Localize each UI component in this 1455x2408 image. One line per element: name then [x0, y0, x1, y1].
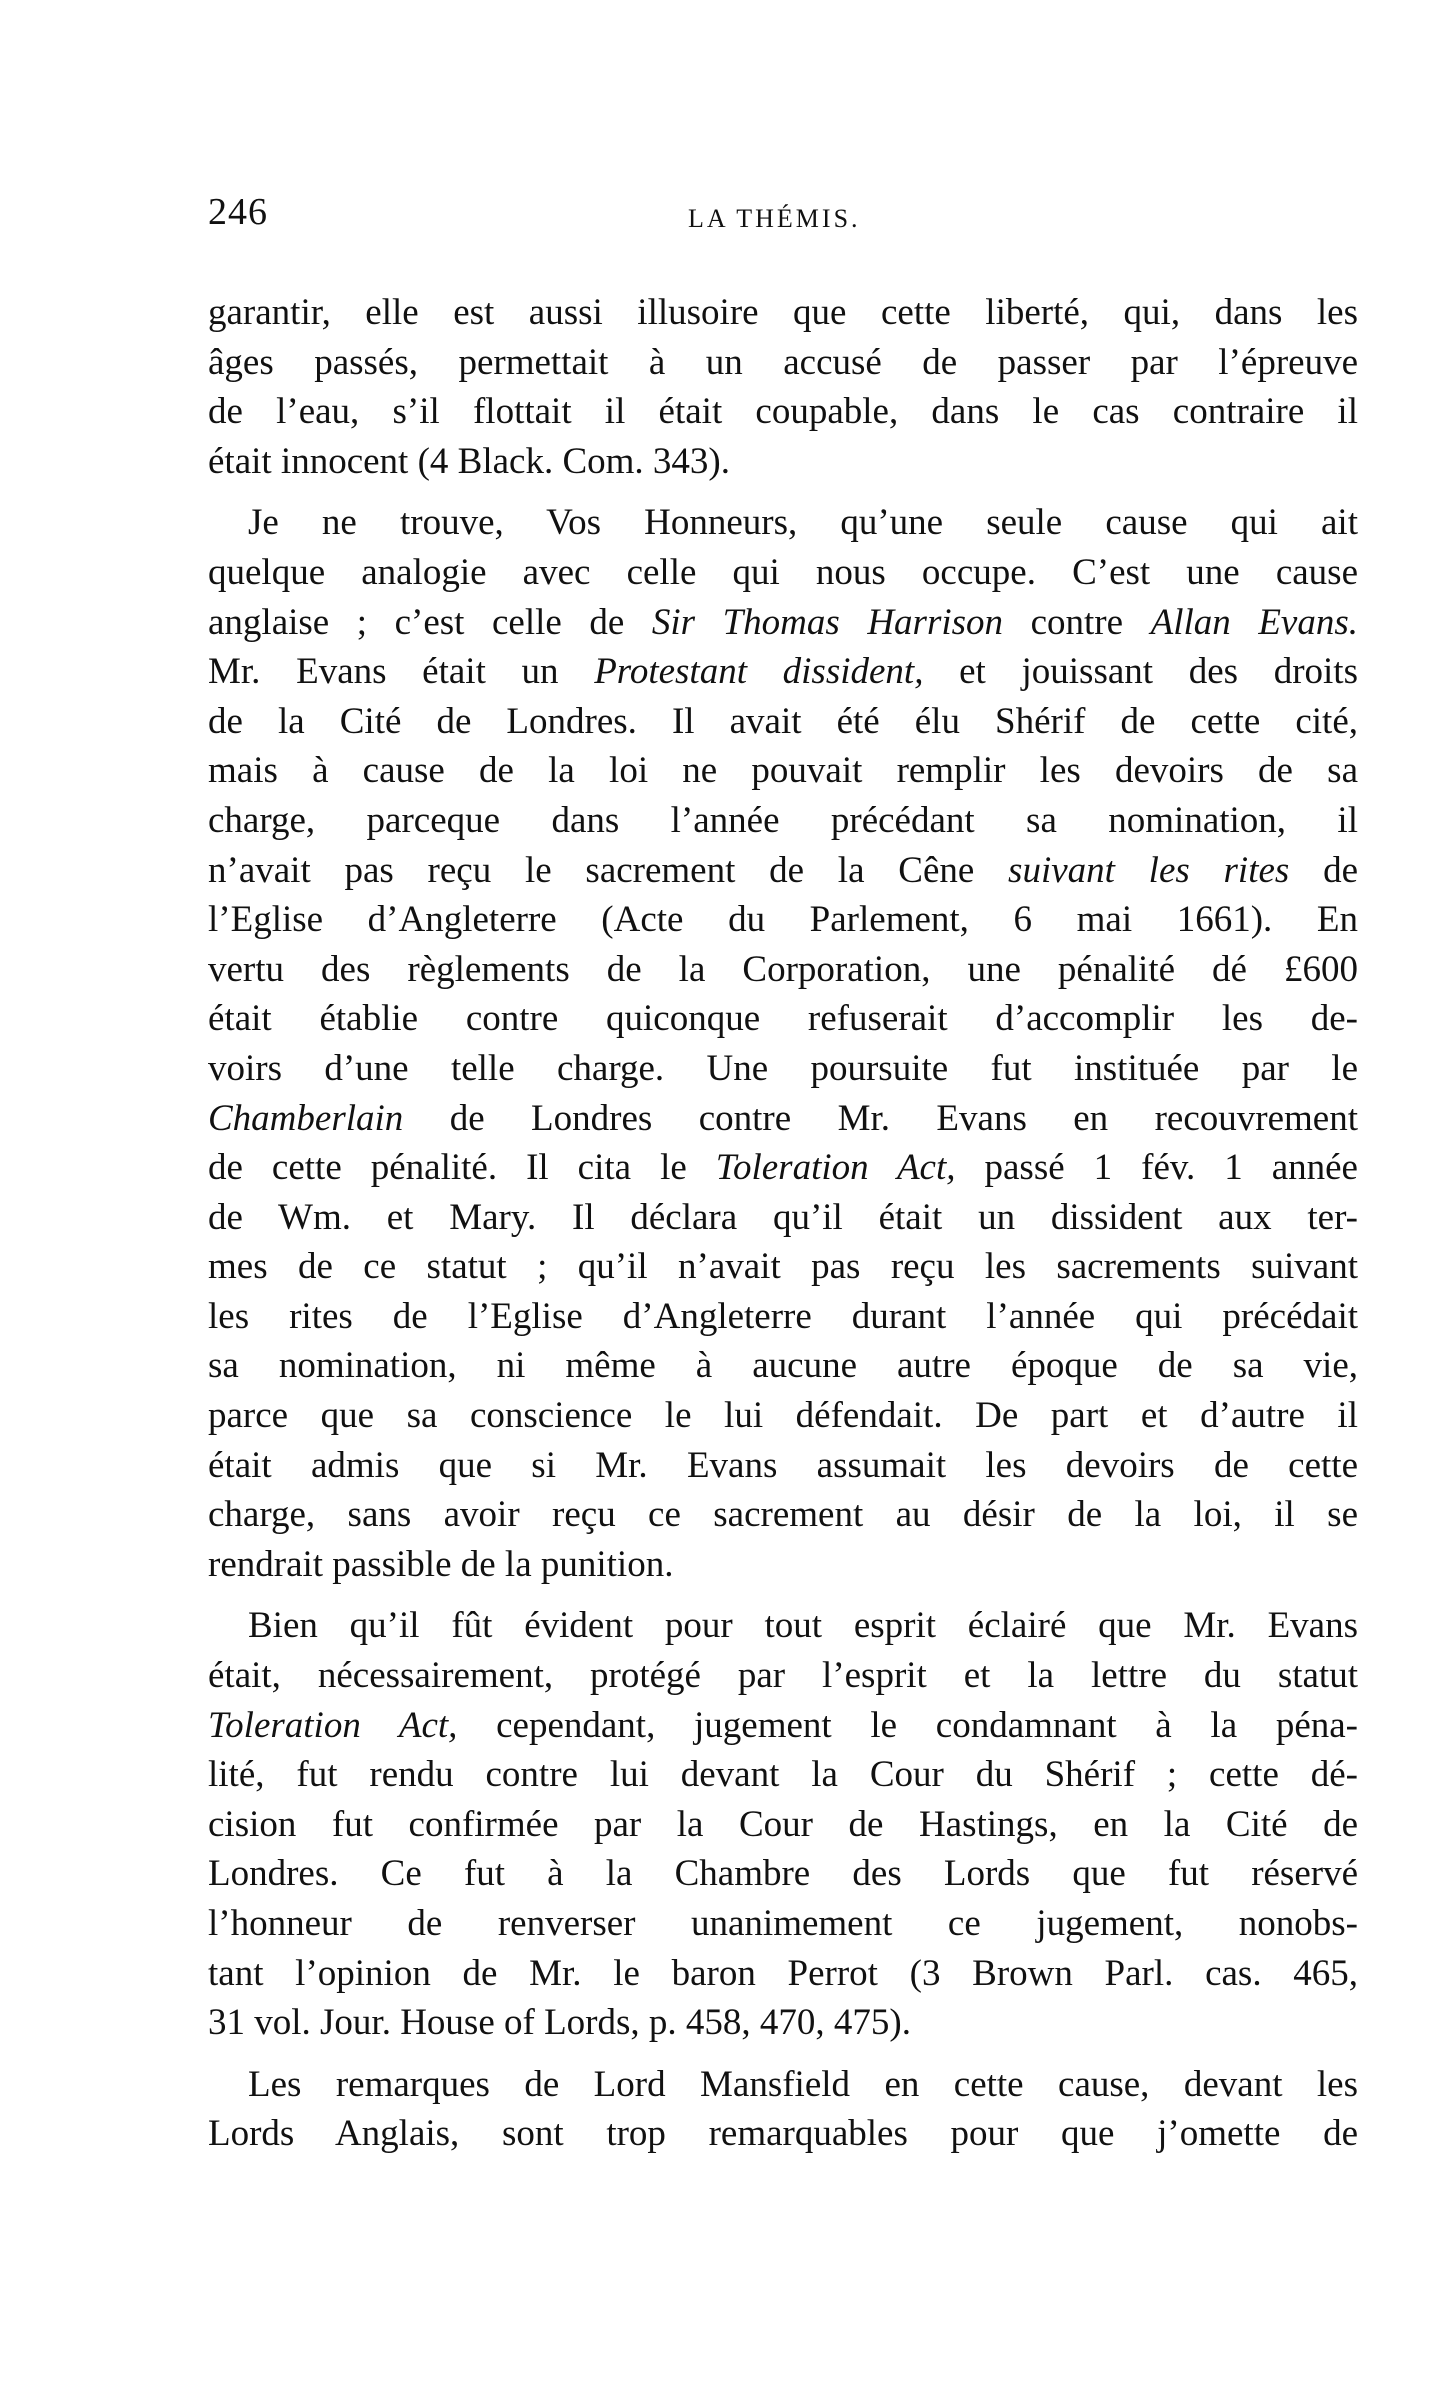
italic-term: Toleration Act,	[715, 1147, 956, 1189]
text-segment: anglaise ; c’est celle de	[208, 601, 652, 643]
text-segment: de	[1289, 849, 1358, 891]
text-line: Bien qu’il fût évident pour tout esprit éclairé que Mr. Evans	[248, 1605, 1358, 1647]
text-line: l’honneur de renverser unanimement ce jugement, nonobs-	[208, 1903, 1358, 1944]
text-line: garantir, elle est aussi illusoire que cette liberté, qui, dans les	[208, 292, 1358, 333]
text-line: était, nécessairement, protégé par l’esprit et la lettre du statut	[208, 1655, 1358, 1697]
text-line	[208, 846, 1358, 896]
italic-case-name: Sir Thomas Harrison	[651, 601, 1004, 643]
text-segment: de Londres contre Mr. Evans en recouvrement	[403, 1097, 1358, 1139]
text-line: était établie contre quiconque refuserait d’accomplir les de-	[208, 998, 1358, 1040]
italic-term: Chamberlain	[208, 1097, 404, 1139]
italic-term: Toleration Act,	[208, 1704, 458, 1746]
text-line: âges passés, permettait à un accusé de passer par l’épreuve	[208, 341, 1358, 383]
text-line: quelque analogie avec celle qui nous occupe. C’est une cause	[208, 551, 1358, 593]
text-segment: passé 1 fév. 1 année	[955, 1147, 1358, 1189]
text-segment: contre	[1003, 601, 1151, 643]
italic-term: Protestant dissident,	[594, 651, 924, 693]
text-line	[208, 1143, 1358, 1193]
text-line: cision fut confirmée par la Cour de Hastings, en la Cité de	[208, 1803, 1358, 1845]
text-line	[208, 647, 1358, 697]
text-line: sa nomination, ni même à aucune autre époque de sa vie,	[208, 1345, 1358, 1387]
text-line: Je ne trouve, Vos Honneurs, qu’une seule cause qui ait	[248, 502, 1358, 544]
text-segment: n’avait pas reçu le sacrement de la Cêne	[208, 849, 1009, 891]
text-line: de Wm. et Mary. Il déclara qu’il était un dissident aux ter-	[208, 1196, 1358, 1238]
text-line: rendrait passible de la punition.	[208, 1543, 674, 1585]
paragraph-3	[208, 1601, 1358, 2047]
text-line: 31 vol. Jour. House of Lords, p. 458, 470, 475).	[208, 2002, 911, 2044]
paragraph-1	[208, 288, 1358, 486]
italic-party-name: Allan Evans.	[1150, 601, 1358, 643]
text-line: vertu des règlements de la Corporation, une pénalité dé £600	[208, 948, 1358, 990]
text-line: tant l’opinion de Mr. le baron Perrot (3 Brown Parl. cas. 465,	[208, 1952, 1358, 1994]
paragraph-2	[208, 498, 1358, 1589]
text-segment: cependant, jugement le condamnant à la péna-	[457, 1704, 1358, 1746]
text-segment: Mr. Evans était un	[208, 651, 595, 693]
body-text	[208, 288, 1358, 2159]
text-segment: et jouissant des droits	[923, 651, 1358, 693]
text-line: Les remarques de Lord Mansfield en cette cause, devant les	[248, 2063, 1358, 2105]
page-number: 246	[208, 191, 268, 233]
text-line: mais à cause de la loi ne pouvait remplir les devoirs de sa	[208, 750, 1358, 792]
text-line: était innocent (4 Black. Com. 343).	[208, 440, 730, 482]
text-segment: de cette pénalité. Il cita le	[208, 1147, 716, 1189]
italic-term: suivant les rites	[1008, 849, 1290, 891]
running-title: LA THÉMIS.	[688, 204, 861, 233]
text-line: Lords Anglais, sont trop remarquables pour que j’omette de	[208, 2113, 1358, 2155]
text-line: lité, fut rendu contre lui devant la Cour du Shérif ; cette dé-	[208, 1754, 1358, 1796]
text-line	[208, 598, 1358, 648]
text-line: charge, sans avoir reçu ce sacrement au désir de la loi, il se	[208, 1494, 1358, 1536]
text-line: mes de ce statut ; qu’il n’avait pas reçu les sacrements suivant	[208, 1246, 1358, 1288]
text-line: l’Eglise d’Angleterre (Acte du Parlement, 6 mai 1661). En	[208, 899, 1358, 941]
text-line	[208, 1094, 1358, 1144]
text-line: était admis que si Mr. Evans assumait les devoirs de cette	[208, 1444, 1358, 1486]
paragraph-4	[208, 2060, 1358, 2159]
running-head	[208, 190, 1358, 240]
text-line: les rites de l’Eglise d’Angleterre durant l’année qui précédait	[208, 1295, 1358, 1337]
text-line	[208, 1701, 1358, 1751]
text-line: Londres. Ce fut à la Chambre des Lords que fut réservé	[208, 1853, 1358, 1895]
text-line: parce que sa conscience le lui défendait. De part et d’autre il	[208, 1395, 1358, 1437]
text-line: de l’eau, s’il flottait il était coupable, dans le cas contraire il	[208, 391, 1358, 433]
text-line: voirs d’une telle charge. Une poursuite fut instituée par le	[208, 1047, 1358, 1089]
text-line: de la Cité de Londres. Il avait été élu Shérif de cette cité,	[208, 700, 1358, 742]
text-line: charge, parceque dans l’année précédant sa nomination, il	[208, 799, 1358, 841]
